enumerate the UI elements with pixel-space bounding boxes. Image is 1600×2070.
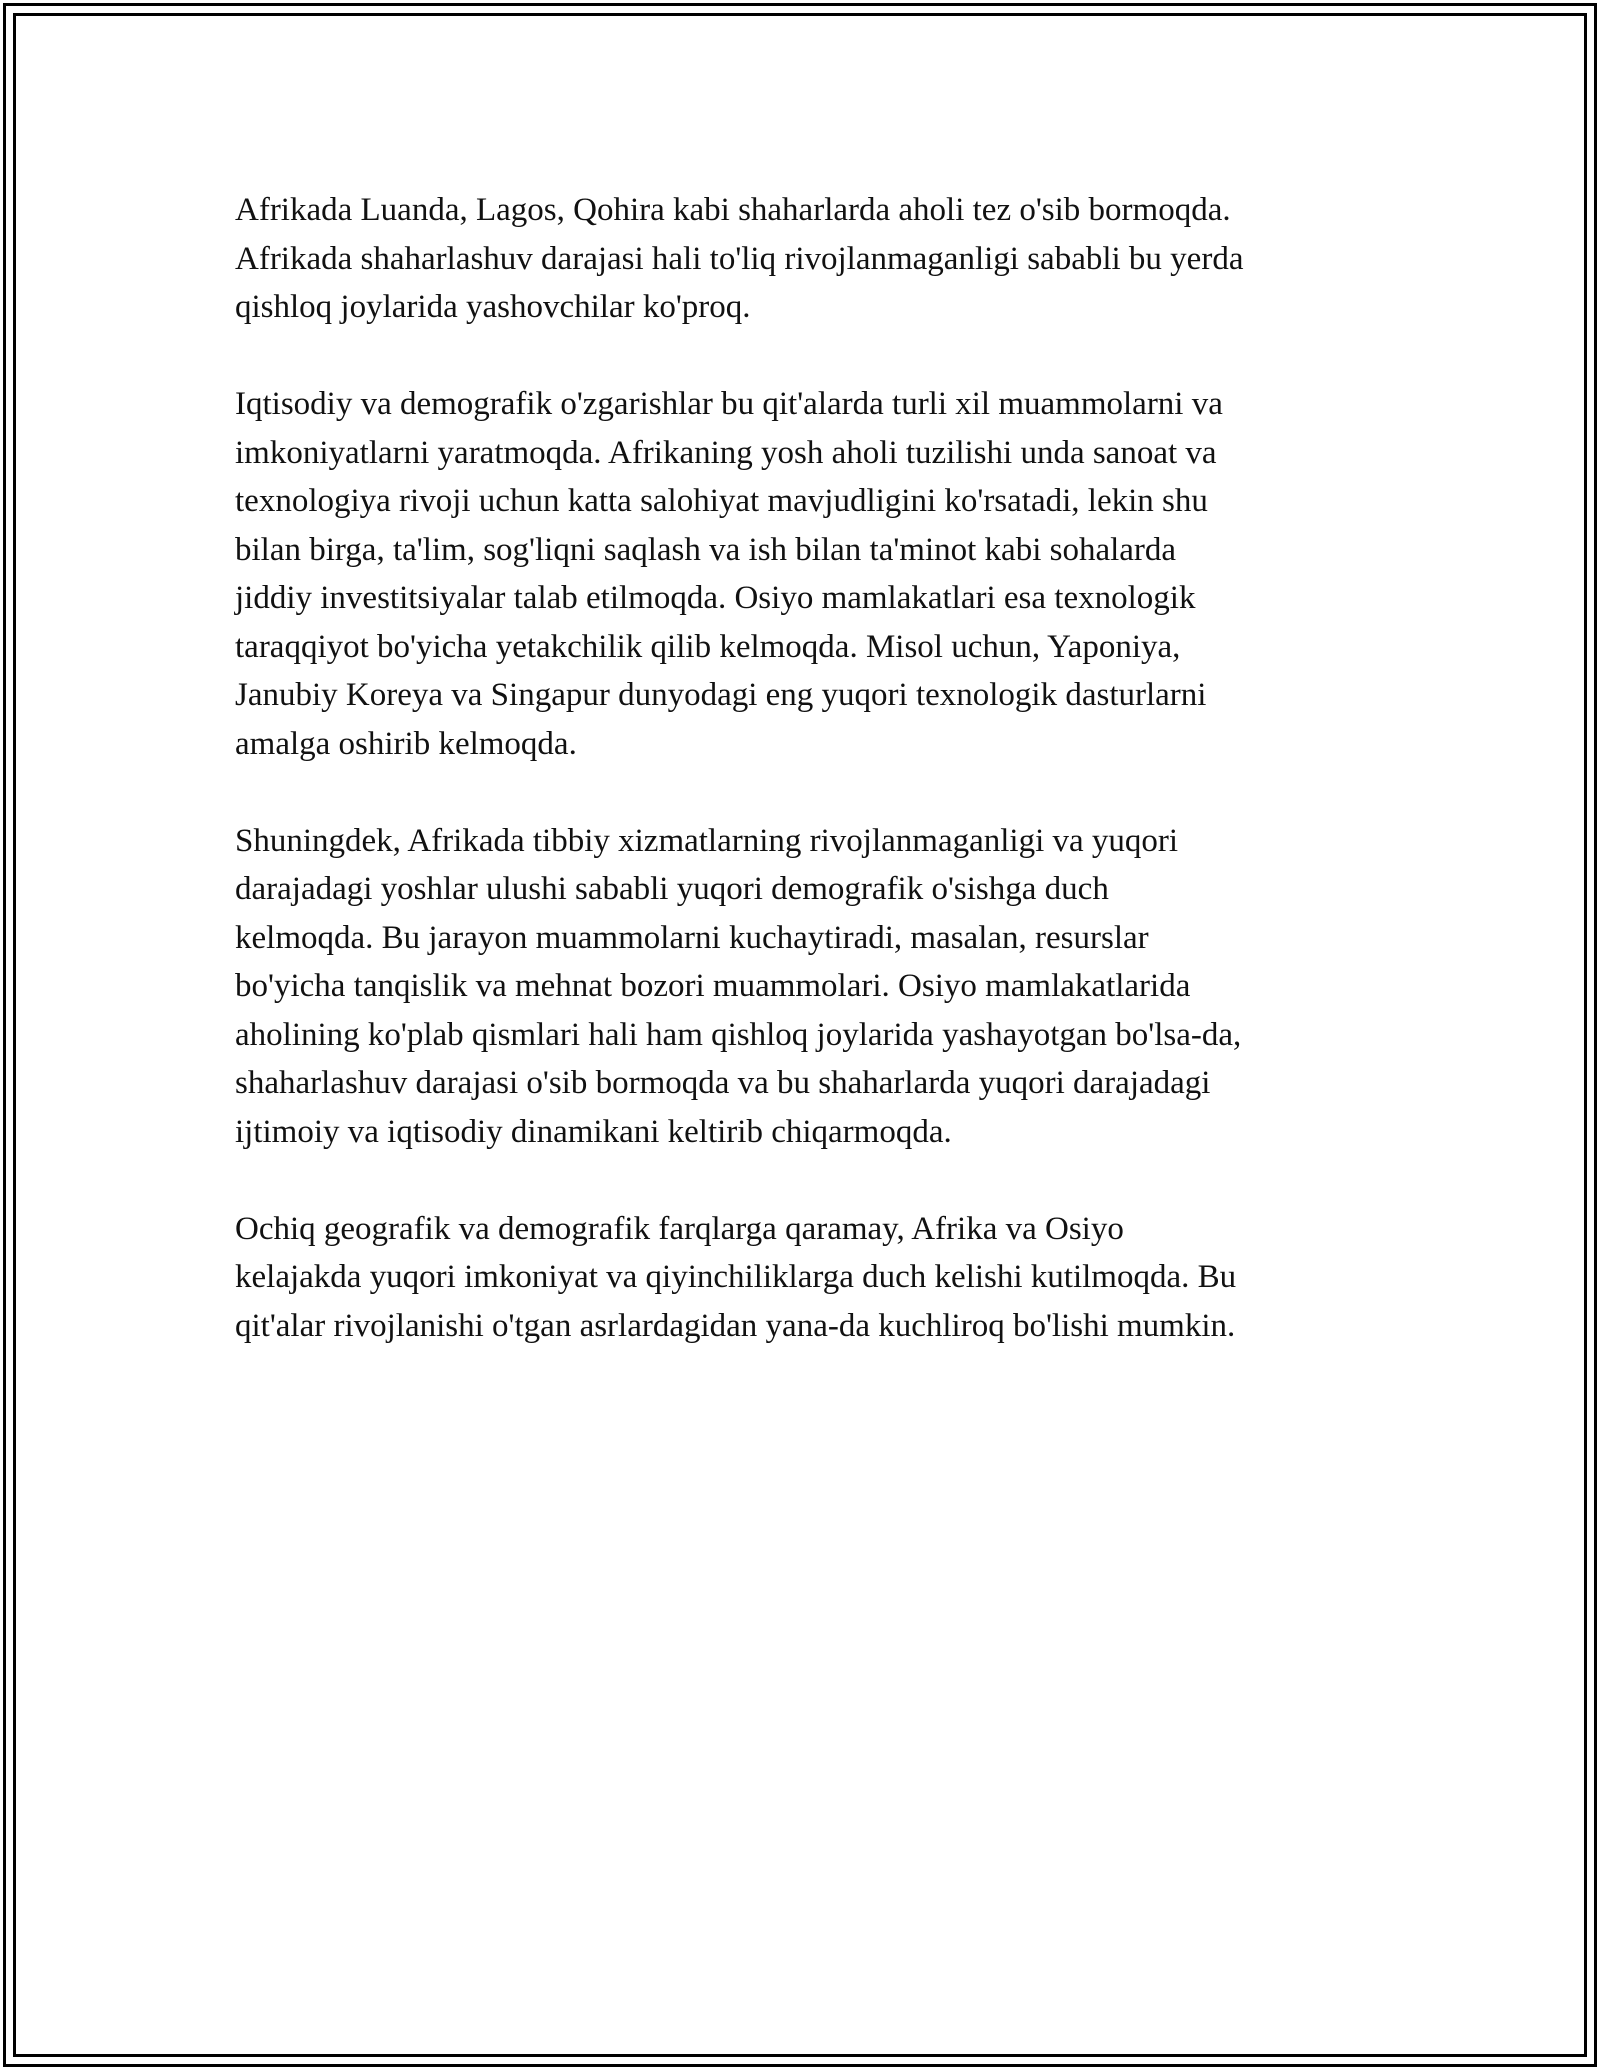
paragraph-1: Afrikada Luanda, Lagos, Qohira kabi shaharlarda aholi tez o'sib bormoqda. Afrikada shaharlashuv darajasi hali to'liq rivojlanmaganligi sababli bu yerda qishloq joylarida yashovchilar ko'proq. — [235, 192, 1244, 325]
paragraph-3: Shuningdek, Afrikada tibbiy xizmatlarning rivojlanmaganligi va yuqori darajadagi yoshlar ulushi sababli yuqori demografik o'sishga duch kelmoqda. Bu jarayon muammolarni kuchaytiradi, masalan, resurslar bo'yicha tanqislik va mehnat bozori muammolari. Osiyo mamlakatlarida aholining ko'plab qismlari hali ham qishloq joylarida yashayotgan bo'lsa-da, shaharlashuv darajasi o'sib bormoqda va bu shaharlarda yuqori darajadagi ijtimoiy va iqtisodiy dinamikani keltirib chiqarmoqda. — [235, 822, 1242, 1150]
paragraph-4: Ochiq geografik va demografik farqlarga qaramay, Afrika va Osiyo kelajakda yuqori imkoniyat va qiyinchiliklarga duch kelishi kutilmoqda. Bu qit'alar rivojlanishi o'tgan asrlardagidan yana-da kuchliroq bo'lishi mumkin. — [235, 1210, 1237, 1344]
paragraph-2: Iqtisodiy va demografik o'zgarishlar bu qit'alarda turli xil muammolarni va imkoniyatlarni yaratmoqda. Afrikaning yosh aholi tuzilishi unda sanoat va texnologiya rivoji uchun katta salohiyat mavjudligini ko'rsatadi, lekin shu bilan birga, ta'lim, sog'liqni saqlash va ish bilan ta'minot kabi sohalarda jiddiy investitsiyalar talab etilmoqda. Osiyo mamlakatlari esa texnologik taraqqiyot bo'yicha yetakchilik qilib kelmoqda. Misol uchun, Yaponiya, Janubiy Koreya va Singapur dunyodagi eng yuqori texnologik dasturlarni amalga oshirib kelmoqda. — [235, 386, 1223, 762]
document-body — [235, 186, 1375, 1399]
